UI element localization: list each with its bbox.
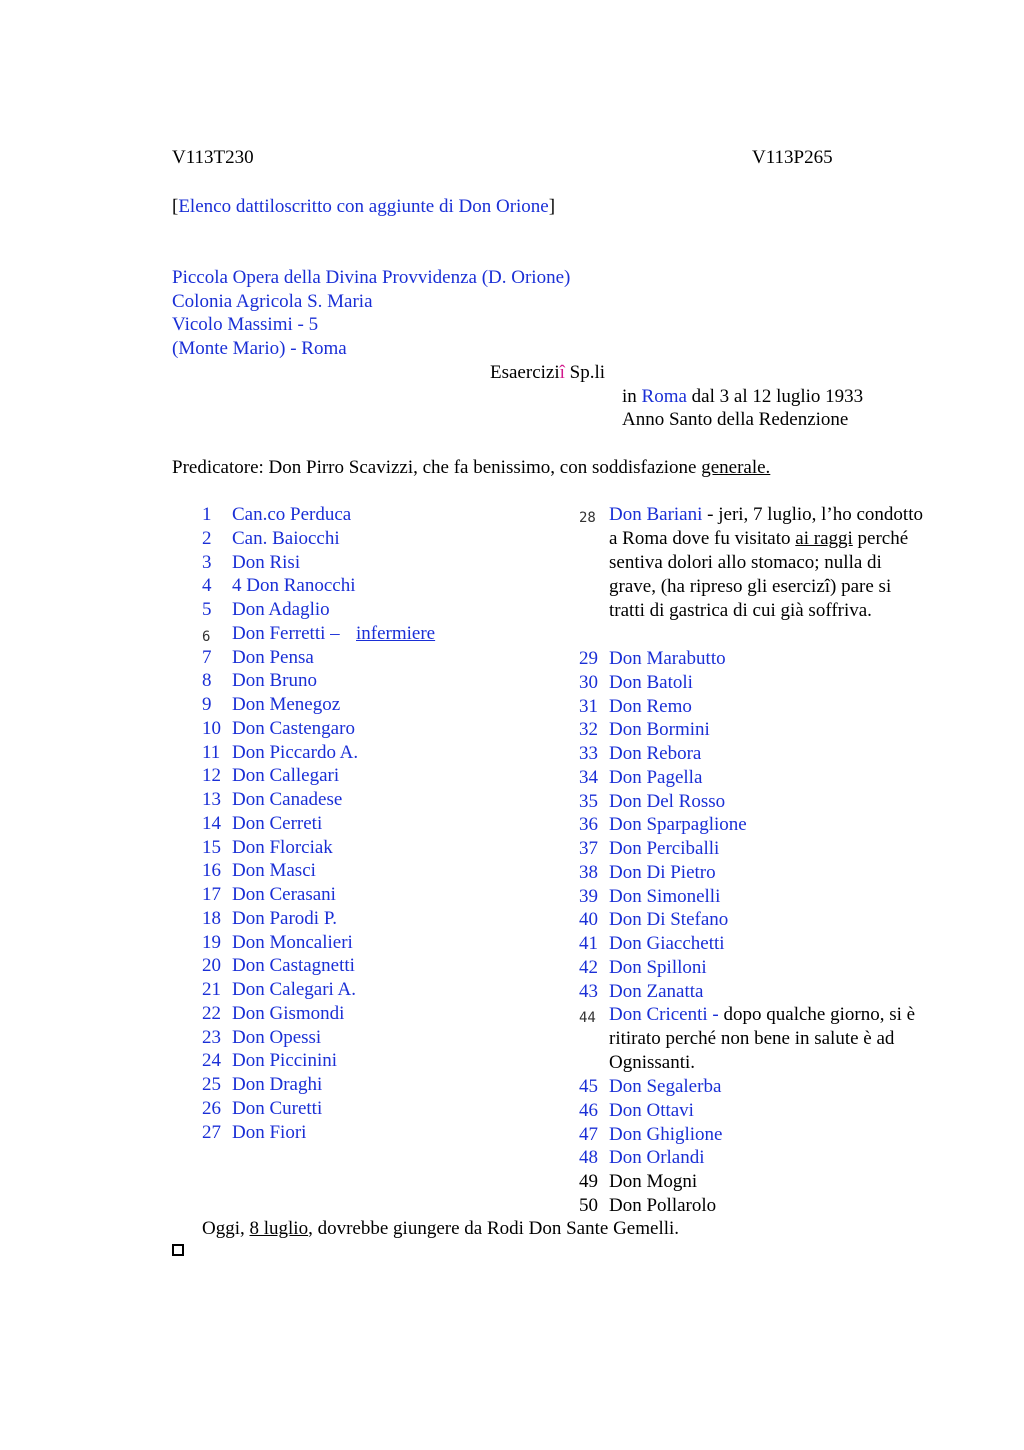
participant-row-44 [579,1003,939,1075]
row-number: 3 [202,551,212,573]
bracket-close: ] [548,196,556,217]
participant-name: Don Opessi [232,1026,322,1048]
checkbox-square-icon [172,1244,184,1256]
participant-name: Don Piccardo A. [232,741,359,763]
row-number: 45 [579,1076,598,1097]
row-number: 31 [579,695,598,717]
row-number: 41 [579,933,598,954]
event-dates-text: dal 3 al 12 luglio 1933 [686,386,864,407]
row-number: 44 [579,1010,596,1026]
footer-text-a: Oggi, [202,1218,250,1239]
participant-name: Don Perciballi [609,838,720,859]
row-number: 18 [202,907,221,929]
participant-name: Don Piccinini [232,1050,338,1072]
participant-name: Can.co Perduca [232,504,352,525]
participant-name: Don Marabutto [609,648,726,669]
note-text-b: perché sentiva dolori allo stomaco; nulla di grave, (ha ripreso gli esercizî) pare si tratti di gastrica di cui già soffriva. [609,528,909,621]
participant-name: Don Spilloni [609,956,707,978]
participant-name: Don Fiori [232,1121,307,1143]
participant-name: Don Segalerba [609,1076,722,1097]
row-number: 1 [202,504,212,525]
participant-name: Don Pagella [609,766,703,788]
row-number: 49 [579,1171,598,1192]
participant-name: Don Florciak [232,836,333,858]
row-number: 4 [202,575,212,597]
row-number: 5 [202,599,212,620]
footer-date: 8 luglio [249,1218,309,1239]
row-number: 10 [202,717,221,739]
row-number: 40 [579,909,598,931]
row-number: 29 [579,648,598,669]
note-text: dopo qualche giorno, si è ritirato perché non bene in salute è ad Ognissanti. [609,1004,916,1073]
participant-name: Don Di Stefano [609,909,729,931]
participant-name: Don Rebora [609,743,702,764]
row-number: 50 [579,1194,598,1216]
row-number: 13 [202,789,221,810]
participant-name: Don Di Pietro [609,861,716,883]
participant-name: Don Menegoz [232,694,341,715]
document-code-right: V113P265 [752,147,833,168]
participant-name: Don Callegari [232,765,340,787]
participant-name: Don Batoli [609,671,693,693]
row-number: 42 [579,956,598,978]
event-title-a: Esaercizi [490,362,560,383]
row-number: 23 [202,1026,221,1048]
row-number: 27 [202,1121,221,1143]
note-underlined: ai raggi [795,528,853,549]
participant-name: Don Remo [609,695,692,717]
participant-name: Don Adaglio [232,599,330,620]
event-title [490,361,605,385]
participant-name: Don Castagnetti [232,955,355,977]
participant-name: Don Bruno [232,670,317,692]
preacher-underlined: generale. [701,457,771,478]
row-number: 25 [202,1074,221,1095]
row-number: 16 [202,860,221,882]
row-number: 22 [202,1002,221,1024]
row-number: 7 [202,646,212,668]
event-dates [622,385,863,409]
participant-name: Don Calegari A. [232,979,357,1000]
row-number: 9 [202,694,212,715]
participant-role: infermiere [356,622,436,644]
row-number: 35 [579,790,598,812]
document-subtitle [172,195,555,219]
participant-name: Don Pensa [232,646,314,668]
participant-name: Don Parodi P. [232,907,338,929]
preacher-text: Predicatore: Don Pirro Scavizzi, che fa benissimo, con soddisfazione [172,457,702,478]
address-line-1: Piccola Opera della Divina Provvidenza (D. Orione) [172,267,571,288]
row-number: 30 [579,671,598,693]
row-number: 19 [202,931,221,953]
event-title-mark: î [559,362,565,383]
preacher-line [172,456,770,480]
participant-name: Don Del Rosso [609,790,726,812]
row-number: 47 [579,1123,598,1145]
row-number: 38 [579,861,598,883]
participant-name: Don Giacchetti [609,933,725,954]
participant-name: Don Cerasani [232,884,336,905]
row-number: 2 [202,527,212,549]
event-place: Roma [641,386,687,407]
participant-name: Can. Baiocchi [232,527,340,549]
participant-name: Don Draghi [232,1074,323,1095]
participant-name: Don Castengaro [232,717,355,739]
row-number: 28 [579,510,596,526]
row-number: 20 [202,955,221,977]
participant-name: Don Simonelli [609,885,721,907]
footer-note [202,1217,679,1241]
row-number: 11 [202,741,221,763]
row-number: 14 [202,812,221,834]
participant-name: 4 Don Ranocchi [232,575,356,597]
participant-name: Don Ghiglione [609,1123,723,1145]
participant-name: Don Pollarolo [609,1194,717,1216]
participant-name: Don Cerreti [232,812,323,834]
participant-name: Don Moncalieri [232,931,353,953]
participant-name: Don Bariani [609,504,703,525]
row-number: 12 [202,765,221,787]
row-number: 46 [579,1099,598,1121]
address-line-4: (Monte Mario) - Roma [172,338,347,359]
participant-name: Don Ferretti – [232,622,340,644]
row-number: 15 [202,836,221,858]
row-number: 21 [202,979,221,1000]
footer-text-b: , dovrebbe giungere da Rodi Don Sante Gemelli. [308,1218,680,1239]
row-number: 17 [202,884,221,905]
participant-name: Don Curetti [232,1097,323,1119]
row-number: 34 [579,766,598,788]
row-44-text [609,1003,925,1075]
row-number: 39 [579,885,598,907]
participant-name: Don Risi [232,551,301,573]
note-text-a: - jeri, 7 luglio, l’ho condotto a Roma dove fu visitato [609,504,923,549]
row-number: 32 [579,719,598,741]
row-number: 36 [579,814,598,836]
document-code-left: V113T230 [172,147,254,168]
row-number: 37 [579,838,598,859]
row-number: 26 [202,1097,221,1119]
participant-row-28 [579,503,939,647]
address-line-2: Colonia Agricola S. Maria [172,291,373,312]
row-number: 6 [202,628,211,645]
participant-name: Don Canadese [232,789,343,810]
bracket-open: [ [172,196,179,217]
event-holy-year: Anno Santo della Redenzione [622,409,849,430]
address-line-3: Vicolo Massimi - 5 [172,314,319,335]
participant-name: Don Cricenti - [609,1004,724,1025]
participant-name: Don Bormini [609,719,710,741]
row-number: 33 [579,743,598,764]
row-number: 8 [202,670,212,692]
row-28-text [609,503,929,623]
row-number: 48 [579,1147,598,1169]
participant-name: Don Sparpaglione [609,814,747,836]
participant-name: Don Mogni [609,1171,698,1192]
participant-name: Don Orlandi [609,1147,705,1169]
event-in: in [622,386,642,407]
event-title-b: Sp.li [564,362,606,383]
row-number: 43 [579,980,598,1002]
participant-name: Don Ottavi [609,1099,694,1121]
row-number: 24 [202,1050,221,1072]
participant-name: Don Masci [232,860,316,882]
participant-name: Don Gismondi [232,1002,345,1024]
subtitle-text: Elenco dattiloscritto con aggiunte di Don Orione [178,196,549,217]
participant-name: Don Zanatta [609,980,704,1002]
